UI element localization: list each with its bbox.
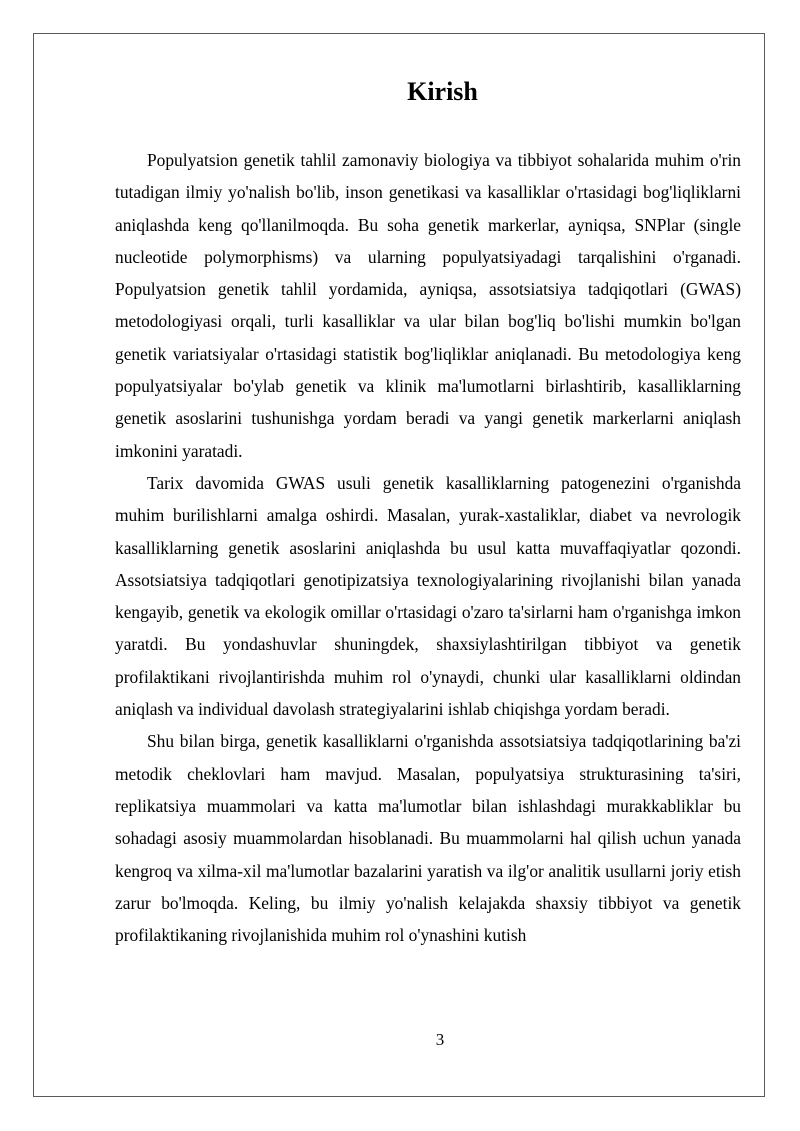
paragraph-2: Tarix davomida GWAS usuli genetik kasalliklarning patogenezini o'rganishda muhim burilishlarni amalga oshirdi. Masalan, yurak-xastaliklar, diabet va nevrologik kasalliklarning genetik asoslarini aniqlashda bu usul katta muvaffaqiyatlar qozondi. Assotsiatsiya tadqiqotlari genotipizatsiya texnologiyalarining rivojlanishi bilan yanada kengayib, genetik va ekologik omillar o'rtasidagi o'zaro ta'sirlarni ham o'rganishga imkon yaratdi. Bu yondashuvlar shuningdek, shaxsiylashtirilgan tibbiyot va genetik profilaktikani rivojlantirishda muhim rol o'ynaydi, chunki ular kasalliklarni oldindan aniqlash va individual davolash strategiyalarini ishlab chiqishga yordam beradi. <box>115 472 741 720</box>
page-title: Kirish <box>407 77 478 106</box>
document-body <box>115 144 741 951</box>
paragraph-3: Shu bilan birga, genetik kasalliklarni o'rganishda assotsiatsiya tadqiqotlarining ba'zi metodik cheklovlari ham mavjud. Masalan, populyatsiya strukturasining ta'siri, replikatsiya muammolari va katta ma'lumotlar bilan ishlashdagi murakkabliklar bu sohadagi asosiy muammolardan hisoblanadi. Bu muammolarni hal qilish uchun yanada kengroq va xilma-xil ma'lumotlar bazalarini yaratish va ilg'or analitik usullarni joriy etish zarur bo'lmoqda. Keling, bu ilmiy yo'nalish kelajakda shaxsiy tibbiyot va genetik profilaktikaning rivojlanishida muhim rol o'ynashini kutish <box>115 731 741 946</box>
page-number: 3 <box>435 1030 445 1049</box>
paragraph-1: Populyatsion genetik tahlil zamonaviy biologiya va tibbiyot sohalarida muhim o'rin tutadigan ilmiy yo'nalish bo'lib, inson genetikasi va kasalliklar o'rtasidagi bog'liqliklarni aniqlashda keng qo'llanilmoqda. Bu soha genetik markerlar, ayniqsa, SNPlar (single nucleotide polymorphisms) va ularning populyatsiyadagi tarqalishini o'rganadi. Populyatsion genetik tahlil yordamida, ayniqsa, assotsiatsiya tadqiqotlari (GWAS) metodologiyasi orqali, turli kasalliklar va ular bilan bog'liq bo'lishi mumkin bo'lgan genetik variatsiyalar o'rtasidagi statistik bog'liqliklar aniqlanadi. Bu metodologiya keng populyatsiyalar bo'ylab genetik va klinik ma'lumotlarni birlashtirib, kasalliklarning genetik asoslarini tushunishga yordam beradi va yangi genetik markerlarni aniqlash imkonini yaratadi. <box>115 150 741 461</box>
